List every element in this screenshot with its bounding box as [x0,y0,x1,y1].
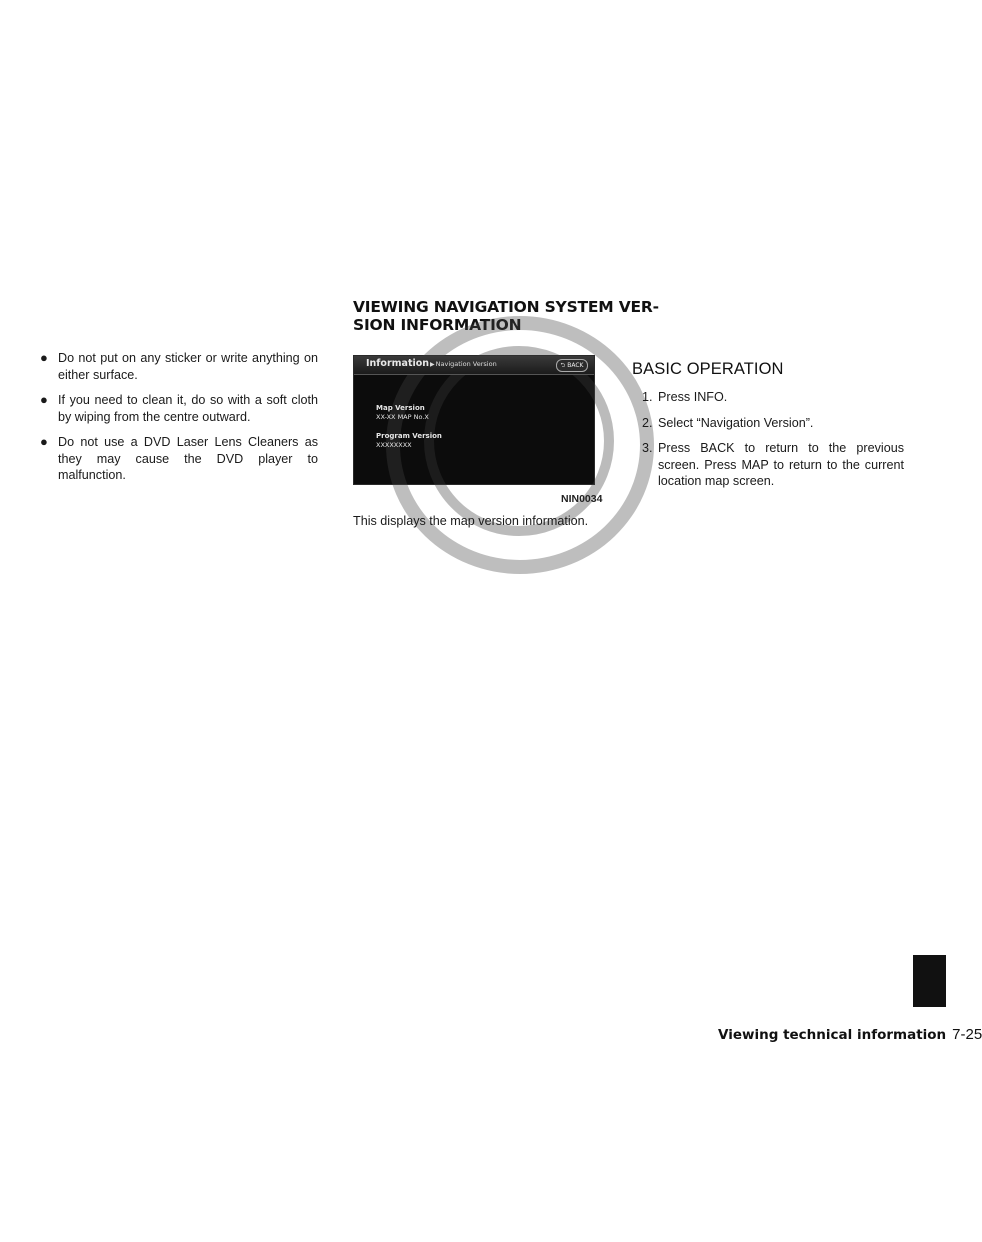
step-text: Press INFO. [658,390,728,404]
program-version-value: XXXXXXXX [376,441,412,449]
list-item [40,434,318,484]
figure-column [353,355,613,528]
basic-operation-section [632,360,904,499]
right-arrow-icon: ▶ [430,361,435,368]
section-heading-line1: VIEWING NAVIGATION SYSTEM VER- [353,298,659,316]
screen-subtitle: Navigation Version [435,360,497,368]
step-text: Select “Navigation Version”. [658,415,814,430]
bullet-icon: ● [40,350,48,365]
step-text: Press BACK to return to the previous screen. Press MAP to return to the current location map screen. [658,441,904,488]
cleaning-precautions-list [40,350,318,493]
figure-caption: This displays the map version information. [353,514,589,528]
bullet-icon: ● [40,392,48,407]
figure-id: NIN0034 [561,493,603,505]
step-item [632,440,904,490]
step-item [632,415,904,432]
footer-section-title: Viewing technical information [718,1027,947,1043]
bullet-text: If you need to clean it, do so with a soft cloth by wiping from the centre outward. [58,393,318,424]
step-number: 1. [642,390,653,404]
steps-list [632,389,904,490]
list-item [40,392,318,425]
basic-operation-heading: BASIC OPERATION [632,360,784,378]
page-footer [718,1026,982,1044]
back-button: ⮌ BACK [556,359,588,372]
map-version-label: Map Version [376,404,425,412]
step-number: 2. [642,415,653,430]
program-version-label: Program Version [376,432,442,440]
map-version-value: XX-XX MAP No.X [376,413,429,421]
page-number: 7-25 [952,1026,982,1043]
section-heading-line2: SION INFORMATION [353,316,522,334]
list-item [40,350,318,383]
screen-title-text: Information [366,358,430,369]
bullet-icon: ● [40,434,48,449]
navigation-version-screen-image [353,355,595,485]
step-number: 3. [642,441,653,455]
bullet-text: Do not put on any sticker or write anything on either surface. [58,351,318,382]
bullet-text: Do not use a DVD Laser Lens Cleaners as they may cause the DVD player to malfunction. [58,435,318,482]
step-item [632,389,904,406]
screen-title [366,358,497,369]
chapter-tab-marker [913,955,946,1007]
